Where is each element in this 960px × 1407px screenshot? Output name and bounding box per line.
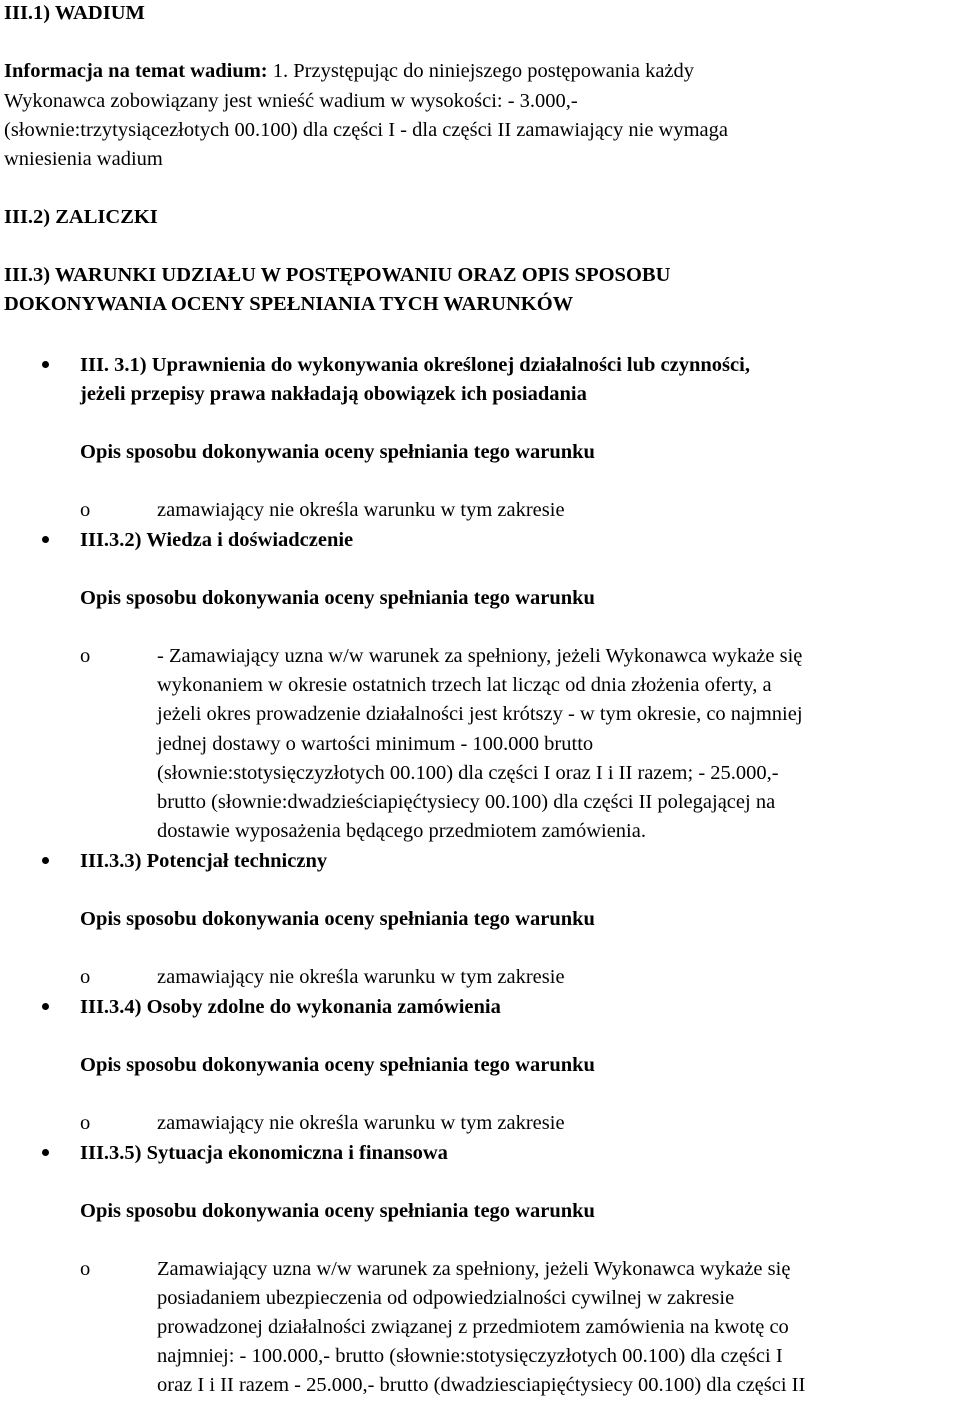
item-3-5-detail-5: oraz I i II razem - 25.000,- brutto (dwadziesciapięćtysiecy 00.100) dla części II [157,1374,806,1396]
opis-label: Opis sposobu dokonywania oceny spełniania tego warunku [80,908,595,930]
circle-bullet-icon: o [80,966,91,988]
circle-bullet-icon: o [80,1258,91,1280]
section-heading-warunki-2: DOKONYWANIA OCENY SPEŁNIANIA TYCH WARUNKÓW [4,293,574,315]
bullet-icon [42,1149,49,1156]
item-3-3-title: III.3.3) Potencjał techniczny [80,850,328,872]
item-3-2-detail-3: jeżeli okres prowadzenie działalności jest krótszy - w tym okresie, co najmniej [157,703,803,725]
item-3-2-detail-7: dostawie wyposażenia będącego przedmiotem zamówienia. [157,820,646,842]
item-3-2-detail-2: wykonaniem w okresie ostatnich trzech lat licząc od dnia złożenia oferty, a [157,674,772,696]
opis-label: Opis sposobu dokonywania oceny spełniania tego warunku [80,587,595,609]
wadium-line-3: (słownie:trzytysiącezłotych 00.100) dla części I - dla części II zamawiający nie wymaga [4,119,729,141]
item-3-2-detail-4: jednej dostawy o wartości minimum - 100.000 brutto [157,733,594,755]
wadium-line-2: Wykonawca zobowiązany jest wnieść wadium w wysokości: - 3.000,- [4,90,578,112]
wadium-line-1-text: 1. Przystępując do niniejszego postępowania każdy [272,60,695,82]
wadium-info-label: Informacja na temat wadium: [4,60,268,82]
item-3-1-detail: zamawiający nie określa warunku w tym zakresie [157,499,565,521]
item-3-2-detail-1: - Zamawiający uzna w/w warunek za spełniony, jeżeli Wykonawca wykaże się [157,645,803,667]
item-3-5-detail-3: prowadzonej działalności związanej z przedmiotem zamówienia na kwotę co [157,1316,789,1338]
item-3-5-detail-4: najmniej: - 100.000,- brutto (słownie:stotysięczyzłotych 00.100) dla części I [157,1345,783,1367]
item-3-1-title-1: III. 3.1) Uprawnienia do wykonywania określonej działalności lub czynności, [80,354,750,376]
opis-label: Opis sposobu dokonywania oceny spełniania tego warunku [80,1200,595,1222]
circle-bullet-icon: o [80,645,91,667]
wadium-line-1 [4,61,694,82]
bullet-icon [42,536,49,543]
item-3-3-detail: zamawiający nie określa warunku w tym zakresie [157,966,565,988]
section-heading-zaliczki: III.2) ZALICZKI [4,206,158,228]
bullet-icon [42,857,49,864]
bullet-icon [42,361,49,368]
section-heading-warunki-1: III.3) WARUNKI UDZIAŁU W POSTĘPOWANIU ORAZ OPIS SPOSOBU [4,264,671,286]
wadium-line-4: wniesienia wadium [4,148,163,170]
item-3-5-detail-1: Zamawiający uzna w/w warunek za spełniony, jeżeli Wykonawca wykaże się [157,1258,791,1280]
item-3-5-detail-2: posiadaniem ubezpieczenia od odpowiedzialności cywilnej w zakresie [157,1287,735,1309]
bullet-icon [42,1003,49,1010]
item-3-4-title: III.3.4) Osoby zdolne do wykonania zamówienia [80,996,501,1018]
item-3-1-title-2: jeżeli przepisy prawa nakładają obowiązek ich posiadania [80,383,587,405]
item-3-5-title: III.3.5) Sytuacja ekonomiczna i finansowa [80,1142,448,1164]
opis-label: Opis sposobu dokonywania oceny spełniania tego warunku [80,1054,595,1076]
item-3-2-detail-5: (słownie:stotysięczyzłotych 00.100) dla części I oraz I i II razem; - 25.000,- [157,762,779,784]
circle-bullet-icon: o [80,1112,91,1134]
item-3-2-detail-6: brutto (słownie:dwadzieściapięćtysiecy 00.100) dla części II polegającej na [157,791,776,813]
opis-label: Opis sposobu dokonywania oceny spełniania tego warunku [80,441,595,463]
circle-bullet-icon: o [80,499,91,521]
item-3-4-detail: zamawiający nie określa warunku w tym zakresie [157,1112,565,1134]
item-3-2-title: III.3.2) Wiedza i doświadczenie [80,529,354,551]
section-heading-wadium: III.1) WADIUM [4,2,145,24]
